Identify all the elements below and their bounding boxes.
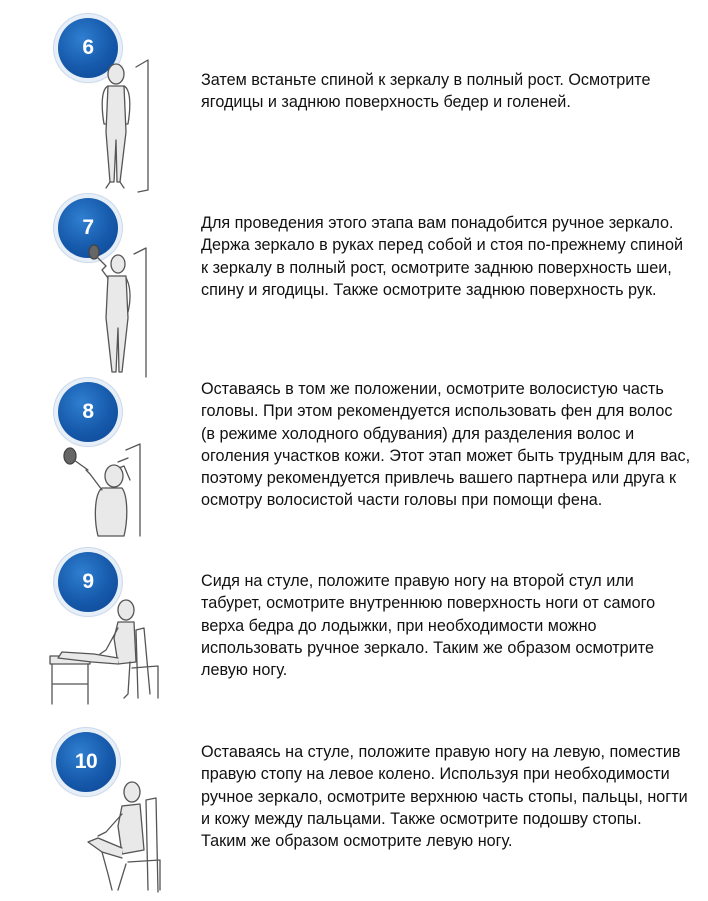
step-description: Сидя на стуле, положите правую ногу на второй стул или табурет, осмотрите внутреннюю поверхность ноги от самого верха бедра до лодыжки, при необходимости можно использовать ручное зеркало. Таким же образом осмотрите левую ногу. — [201, 572, 656, 680]
person-with-hand-mirror-illustration — [84, 242, 160, 382]
person-seated-leg-on-stool-illustration — [48, 598, 166, 710]
step-description: Оставаясь в том же положении, осмотрите волосистую часть головы. При этом рекомендуется использовать фен для волос (в режиме холодного обдувания) для разделения волос и оголения участков кожи. Этот этап может быть трудным для вас, поэтому рекомендуется привлечь вашего партнера или друга к осмотру волосистой части головы при помощи фена. — [201, 380, 691, 510]
step-10 — [0, 720, 708, 901]
step-number: 7 — [82, 216, 94, 239]
person-with-hair-dryer-illustration — [58, 440, 158, 540]
step-8 — [0, 370, 708, 550]
step-6 — [0, 0, 708, 200]
step-9 — [0, 550, 708, 720]
step-7 — [0, 190, 708, 370]
step-description: Затем встаньте спиной к зеркалу в полный рост. Осмотрите ягодицы и заднюю поверхность бедер и голеней. — [201, 71, 651, 112]
step-number: 9 — [82, 570, 94, 593]
step-number-badge — [58, 382, 118, 442]
step-number: 8 — [82, 400, 94, 423]
person-standing-back-to-mirror-illustration — [90, 52, 160, 197]
step-description: Для проведения этого этапа вам понадобится ручное зеркало. Держа зеркало в руках перед собой и стоя по-прежнему спиной к зеркалу в полный рост, осмотрите заднюю поверхность шеи, спину и ягодицы. Также осмотрите заднюю поверхность рук. — [201, 214, 684, 299]
step-description: Оставаясь на стуле, положите правую ногу на левую, поместив правую стопу на левое колено. Используя при необходимости ручное зеркало, осмотрите верхнюю часть стопы, пальцы, ногти и кожу между пальцами. Также осмотрите подошву стопы. Таким же образом осмотрите левую ногу. — [201, 743, 688, 851]
step-number: 10 — [74, 750, 98, 773]
step-number: 6 — [82, 36, 94, 59]
person-seated-cross-legged-illustration — [78, 778, 168, 896]
